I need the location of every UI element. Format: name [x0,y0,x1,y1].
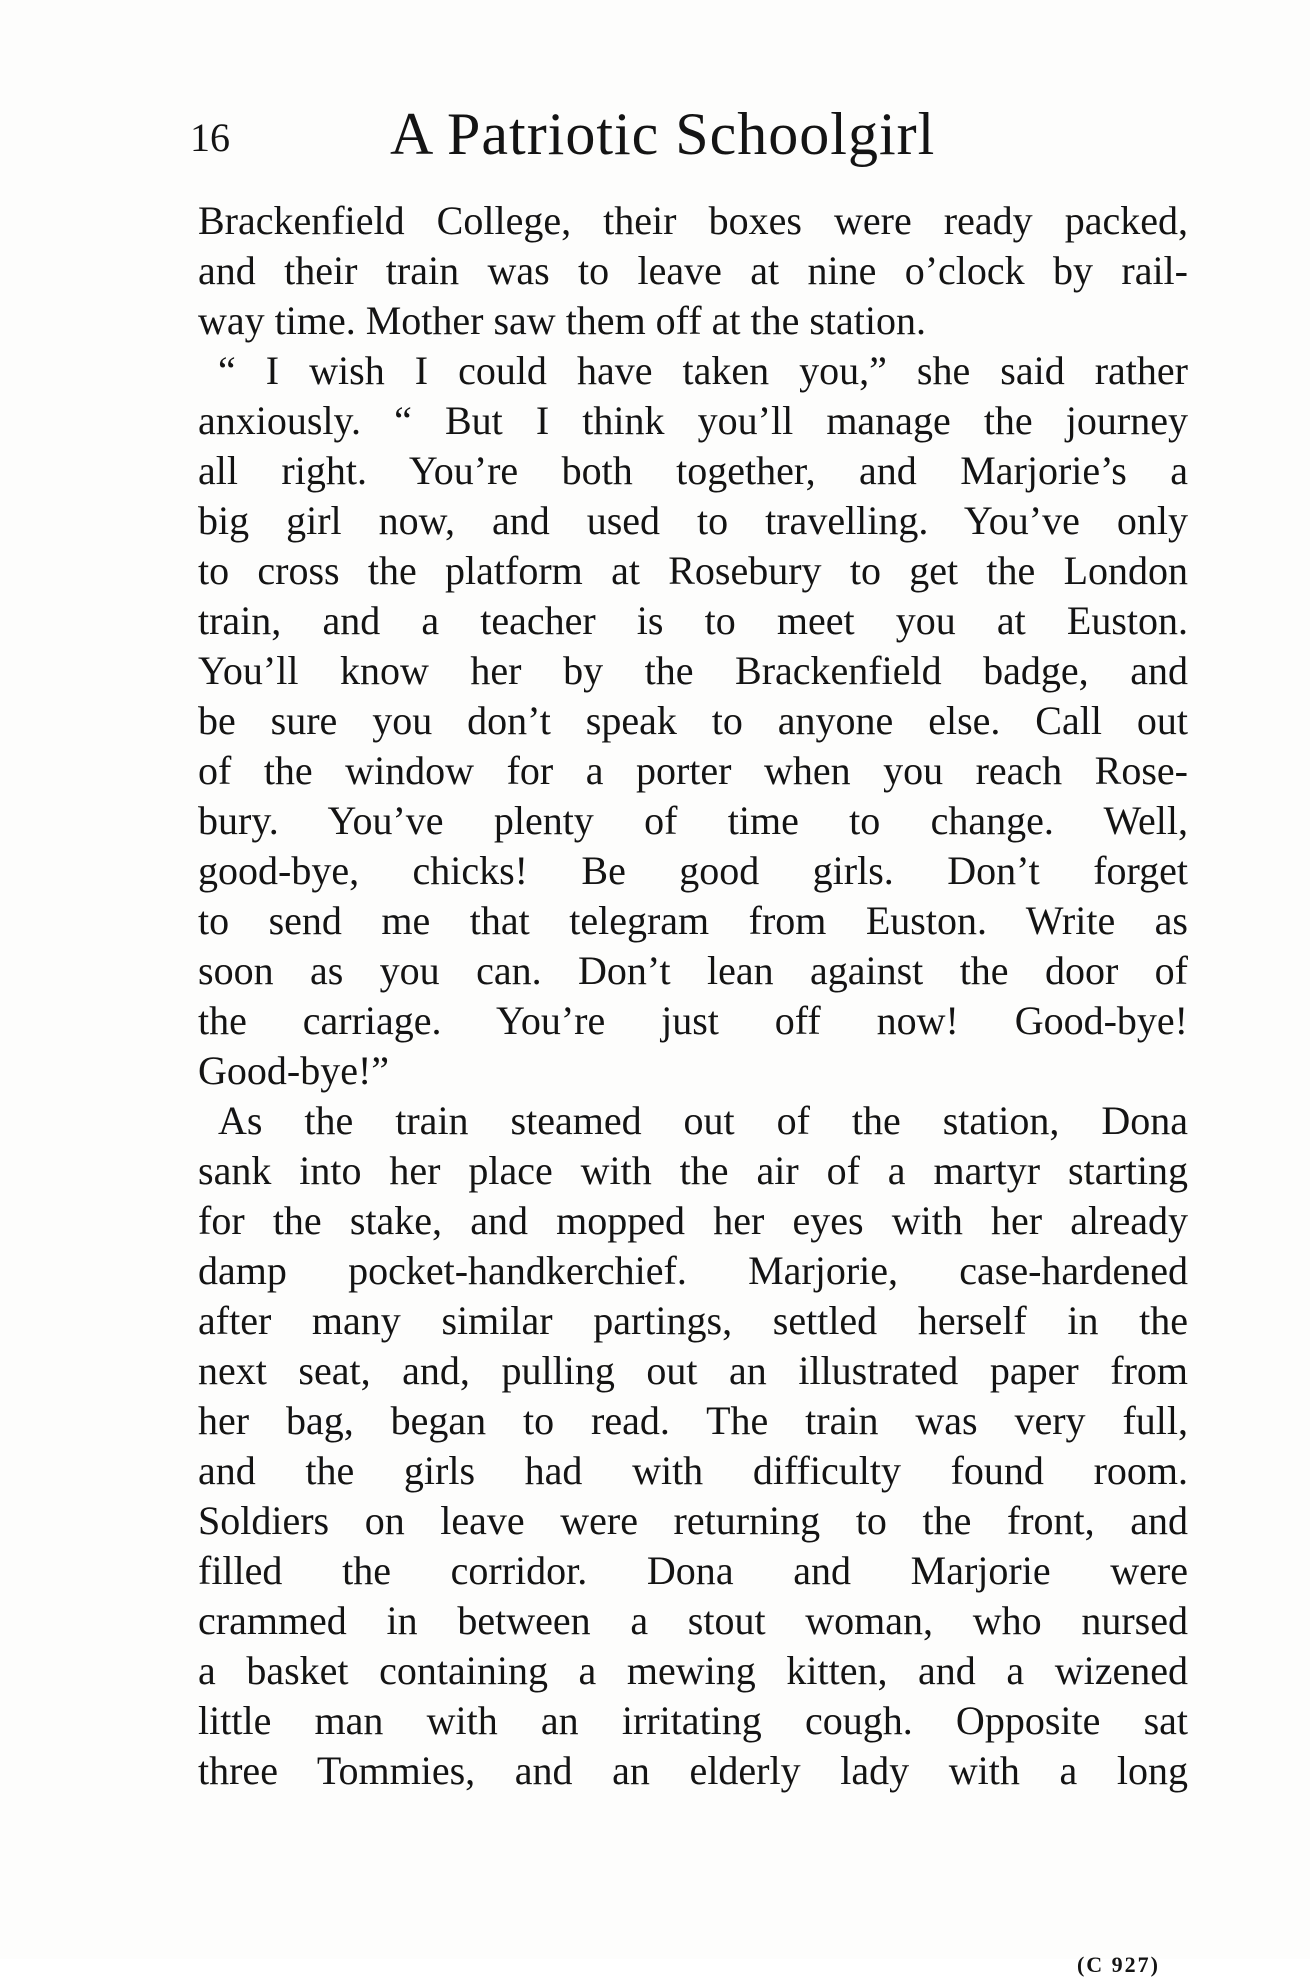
text-line: sank into her place with the air of a martyr starting [198,1148,1188,1193]
text-line: damp pocket-handkerchief. Marjorie, case-hardened [198,1248,1188,1293]
running-head [190,100,1190,180]
text-line: all right. You’re both together, and Marjorie’s a [198,448,1188,493]
text-line: little man with an irritating cough. Opposite sat [198,1698,1188,1743]
text-line: after many similar partings, settled herself in the [198,1298,1188,1343]
text-line: Brackenfield College, their boxes were ready packed, [198,198,1188,243]
text-line: soon as you can. Don’t lean against the door of [198,948,1188,993]
text-line: to send me that telegram from Euston. Write as [198,898,1188,943]
text-line: “ I wish I could have taken you,” she said rather [218,348,1188,393]
page-number: 16 [190,115,230,160]
text-line: to cross the platform at Rosebury to get the London [198,548,1188,593]
text-line: You’ll know her by the Brackenfield badge, and [198,648,1188,693]
text-line: way time. Mother saw them off at the station. [198,298,926,343]
signature-mark: (C 927) [1076,1952,1160,1977]
text-line: bury. You’ve plenty of time to change. Well, [198,798,1188,843]
text-line: the carriage. You’re just off now! Good-bye! [198,998,1188,1043]
running-title: A Patriotic Schoolgirl [390,101,936,167]
text-line: good-bye, chicks! Be good girls. Don’t forget [198,848,1188,893]
text-line: next seat, and, pulling out an illustrated paper from [198,1348,1188,1393]
text-line: Soldiers on leave were returning to the front, and [198,1498,1188,1543]
text-line: three Tommies, and an elderly lady with a long [198,1748,1188,1793]
text-line: anxiously. “ But I think you’ll manage the journey [198,398,1188,443]
text-line: filled the corridor. Dona and Marjorie were [198,1548,1188,1593]
text-line: and the girls had with difficulty found room. [198,1448,1188,1493]
text-line: Good-bye!” [198,1048,390,1093]
text-line: train, and a teacher is to meet you at Euston. [198,598,1188,643]
text-line: of the window for a porter when you reach Rose- [198,748,1188,793]
text-line: big girl now, and used to travelling. You’ve only [198,498,1188,543]
text-line: for the stake, and mopped her eyes with her already [198,1198,1188,1243]
text-line: her bag, began to read. The train was very full, [198,1398,1188,1443]
text-line: a basket containing a mewing kitten, and a wizened [198,1648,1188,1693]
text-line: and their train was to leave at nine o’clock by rail- [198,248,1188,293]
text-line: As the train steamed out of the station, Dona [218,1098,1188,1143]
text-line: crammed in between a stout woman, who nursed [198,1598,1188,1643]
body-text [198,196,1188,1796]
text-line: be sure you don’t speak to anyone else. Call out [198,698,1188,743]
